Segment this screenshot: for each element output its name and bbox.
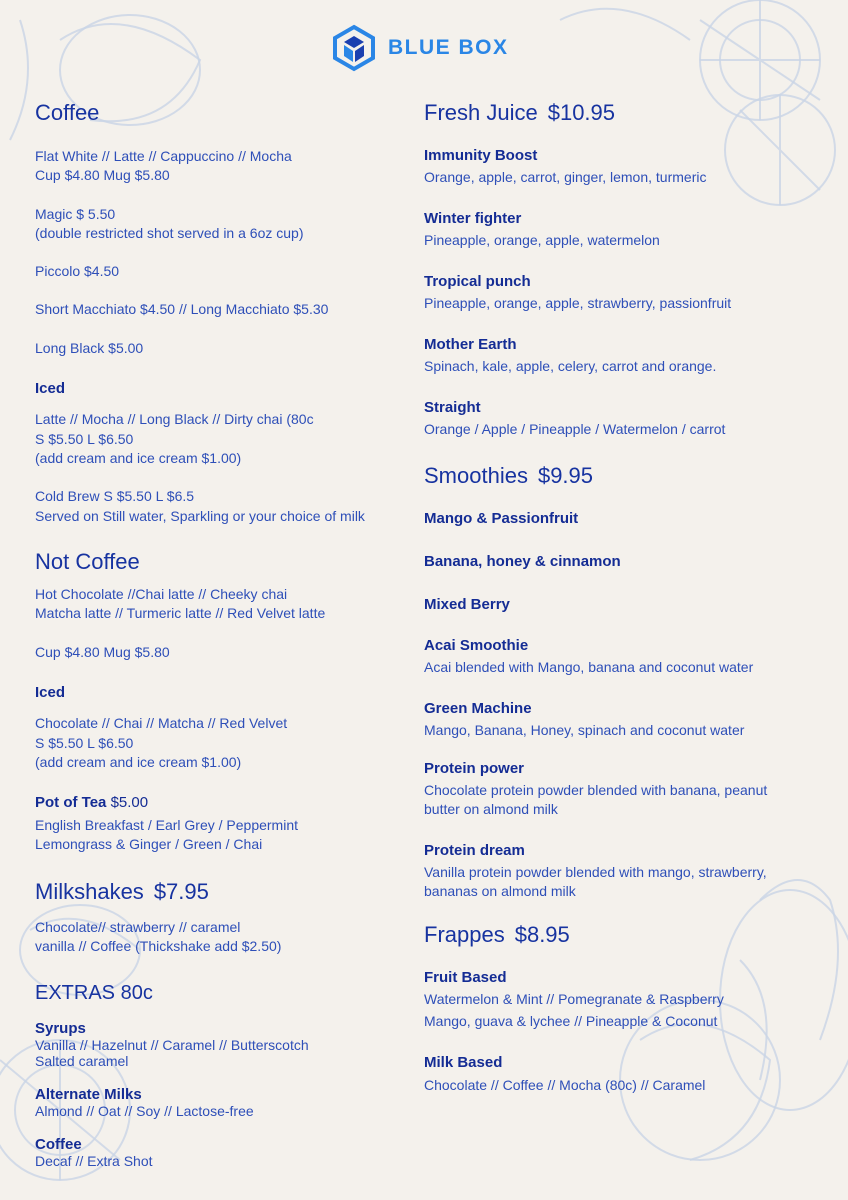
menu-line: Hot Chocolate //Chai latte // Cheeky chai xyxy=(35,586,288,602)
subsection-title-iced: Iced xyxy=(35,684,66,701)
menu-line: Chocolate // Chai // Matcha // Red Velvet xyxy=(35,715,288,731)
menu-line: Chocolate// strawberry // caramel xyxy=(35,919,241,935)
menu-line: S $5.50 L $6.50 xyxy=(35,431,134,447)
item-desc: bananas on almond milk xyxy=(424,883,576,899)
item-name: Protein power xyxy=(424,760,525,777)
item-desc: Acai blended with Mango, banana and coconut water xyxy=(424,659,754,675)
brand-logo xyxy=(330,24,509,72)
item-desc: Orange / Apple / Pineapple / Watermelon / carrot xyxy=(424,421,726,437)
menu-line: Salted caramel xyxy=(35,1053,129,1069)
item-name: Milk Based xyxy=(424,1054,503,1071)
extras-group-title: Syrups xyxy=(35,1020,86,1037)
item-name: Immunity Boost xyxy=(424,147,538,164)
section-title-smoothies xyxy=(424,463,593,489)
menu-line: Almond // Oat // Soy // Lactose-free xyxy=(35,1103,254,1119)
section-title-milkshakes xyxy=(35,879,209,905)
item-desc: Pineapple, orange, apple, watermelon xyxy=(424,232,660,248)
item-name: Winter fighter xyxy=(424,210,522,227)
item-desc: Mango, Banana, Honey, spinach and coconut water xyxy=(424,722,745,738)
item-desc: Spinach, kale, apple, celery, carrot and orange. xyxy=(424,358,717,374)
menu-line: Latte // Mocha // Long Black // Dirty chai (80c xyxy=(35,411,314,427)
section-title-frappes xyxy=(424,922,570,948)
extras-group-title: Alternate Milks xyxy=(35,1086,142,1103)
smoothies-price: $9.95 xyxy=(537,463,594,488)
menu-line: Long Black $5.00 xyxy=(35,340,144,356)
menu-line: Lemongrass & Ginger / Green / Chai xyxy=(35,836,263,852)
extras-group-title: Coffee xyxy=(35,1136,82,1153)
item-desc: Pineapple, orange, apple, strawberry, passionfruit xyxy=(424,295,732,311)
item-desc: Vanilla protein powder blended with mango, strawberry, xyxy=(424,864,767,880)
item-name: Acai Smoothie xyxy=(424,637,529,654)
frappes-title: Frappes xyxy=(424,922,505,947)
menu-line: Piccolo $4.50 xyxy=(35,263,120,279)
item-name: Banana, honey & cinnamon xyxy=(424,553,621,570)
menu-line: Cup $4.80 Mug $5.80 xyxy=(35,644,170,660)
menu-line: Vanilla // Hazelnut // Caramel // Butterscotch xyxy=(35,1037,309,1053)
item-desc: Chocolate // Coffee // Mocha (80c) // Caramel xyxy=(424,1077,706,1093)
frappes-price: $8.95 xyxy=(514,922,570,947)
juice-price: $10.95 xyxy=(547,100,616,125)
menu-line: Magic $ 5.50 xyxy=(35,206,116,222)
item-desc: Mango, guava & lychee // Pineapple & Coconut xyxy=(424,1013,718,1029)
item-name: Mixed Berry xyxy=(424,596,510,613)
menu-line: Flat White // Latte // Cappuccino // Mocha xyxy=(35,148,292,164)
menu-line: (double restricted shot served in a 6oz cup) xyxy=(35,225,304,241)
milkshakes-title: Milkshakes xyxy=(35,879,144,904)
item-desc: Watermelon & Mint // Pomegranate & Raspberry xyxy=(424,991,724,1007)
pot-of-tea-title: Pot of Tea xyxy=(35,794,107,811)
milkshakes-price: $7.95 xyxy=(153,879,209,904)
item-name: Protein dream xyxy=(424,842,525,859)
pot-of-tea-heading xyxy=(35,794,148,811)
menu-line: Short Macchiato $4.50 // Long Macchiato $5.30 xyxy=(35,301,329,317)
item-name: Mango & Passionfruit xyxy=(424,510,579,527)
menu-line: Decaf // Extra Shot xyxy=(35,1153,153,1169)
menu-line: Cup $4.80 Mug $5.80 xyxy=(35,167,170,183)
item-name: Straight xyxy=(424,399,481,416)
menu-line: S $5.50 L $6.50 xyxy=(35,735,134,751)
section-title-not-coffee: Not Coffee xyxy=(35,549,140,574)
item-desc: Chocolate protein powder blended with banana, peanut xyxy=(424,782,768,798)
juice-title: Fresh Juice xyxy=(424,100,538,125)
item-desc: butter on almond milk xyxy=(424,801,558,817)
section-title-coffee: Coffee xyxy=(35,100,100,125)
menu-line: Cold Brew S $5.50 L $6.5 xyxy=(35,488,195,504)
section-title-fresh-juice xyxy=(424,100,615,126)
menu-line: Served on Still water, Sparkling or your choice of milk xyxy=(35,508,365,524)
smoothies-title: Smoothies xyxy=(424,463,528,488)
menu-line: Matcha latte // Turmeric latte // Red Velvet latte xyxy=(35,605,326,621)
item-name: Green Machine xyxy=(424,700,532,717)
pot-of-tea-price: $5.00 xyxy=(110,794,149,811)
item-name: Mother Earth xyxy=(424,336,517,353)
subsection-title-iced: Iced xyxy=(35,380,66,397)
menu-line: vanilla // Coffee (Thickshake add $2.50) xyxy=(35,938,282,954)
section-title-extras: EXTRAS 80c xyxy=(35,982,153,1004)
menu-line: English Breakfast / Earl Grey / Peppermint xyxy=(35,817,298,833)
menu-line: (add cream and ice cream $1.00) xyxy=(35,754,242,770)
brand-name: BLUE BOX xyxy=(388,36,509,59)
item-name: Fruit Based xyxy=(424,969,507,986)
menu-line: (add cream and ice cream $1.00) xyxy=(35,450,242,466)
cube-logo-icon xyxy=(330,24,378,72)
item-desc: Orange, apple, carrot, ginger, lemon, turmeric xyxy=(424,169,707,185)
item-name: Tropical punch xyxy=(424,273,531,290)
